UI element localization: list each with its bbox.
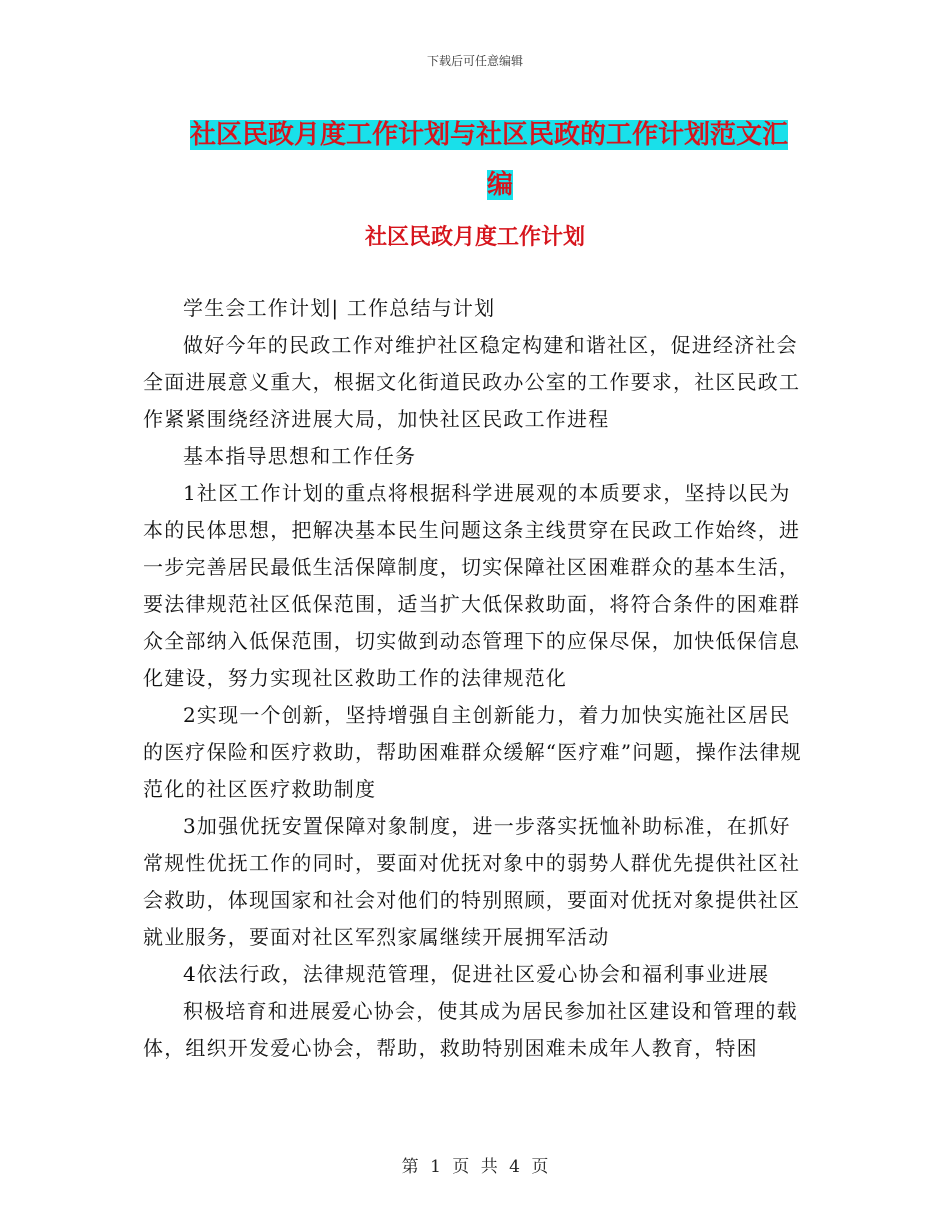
paragraph: 基本指导思想和工作任务 <box>183 444 417 468</box>
paragraph: 积极培育和进展爱心协会，使其成为居民参加社区建设和管理的载体，组织开发爱心协会，帮助，救助特别困难未成年人教育，特困 <box>143 999 798 1060</box>
paragraph: 3加强优抚安置保障对象制度，进一步落实抚恤补助标准，在抓好常规性优抚工作的同时，要面对优抚对象中的弱势人群优先提供社区社会救助，体现国家和社会对他们的特别照顾，要面对优抚对象提供社区就业服务，要面对社区军烈家属继续开展拥军活动 <box>143 814 801 949</box>
paragraph: 做好今年的民政工作对维护社区稳定构建和谐社区，促进经济社会全面进展意义重大，根据文化街道民政办公室的工作要求，社区民政工作紧紧围绕经济进展大局，加快社区民政工作进程 <box>143 333 801 431</box>
title-line-1: 社区民政月度工作计划与社区民政的工作计划范文汇 <box>190 120 789 150</box>
document-title <box>190 110 810 210</box>
paragraph: 4依法行政，法律规范管理，促进社区爱心协会和福利事业进展 <box>183 962 770 986</box>
paragraph: 学生会工作计划| 工作总结与计划 <box>183 296 496 320</box>
paragraph: 1社区工作计划的重点将根据科学进展观的本质要求，坚持以民为本的民体思想，把解决基本民生问题这条主线贯穿在民政工作始终，进一步完善居民最低生活保障制度，切实保障社区困难群众的基本生活，要法律规范社区低保范围，适当扩大低保救助面，将符合条件的困难群众全部纳入低保范围，切实做到动态管理下的应保尽保，加快低保信息化建设，努力实现社区救助工作的法律规范化 <box>143 481 801 690</box>
body-text <box>143 290 803 1067</box>
paragraph: 2实现一个创新，坚持增强自主创新能力，着力加快实施社区居民的医疗保险和医疗救助，帮助困难群众缓解“医疗难”问题，操作法律规范化的社区医疗救助制度 <box>143 703 802 801</box>
section-title: 社区民政月度工作计划 <box>364 224 585 250</box>
title-line-2: 编 <box>486 170 513 200</box>
page-footer: 第 1 页 共 4 页 <box>401 1157 549 1177</box>
header-note: 下载后可任意编辑 <box>426 54 523 68</box>
